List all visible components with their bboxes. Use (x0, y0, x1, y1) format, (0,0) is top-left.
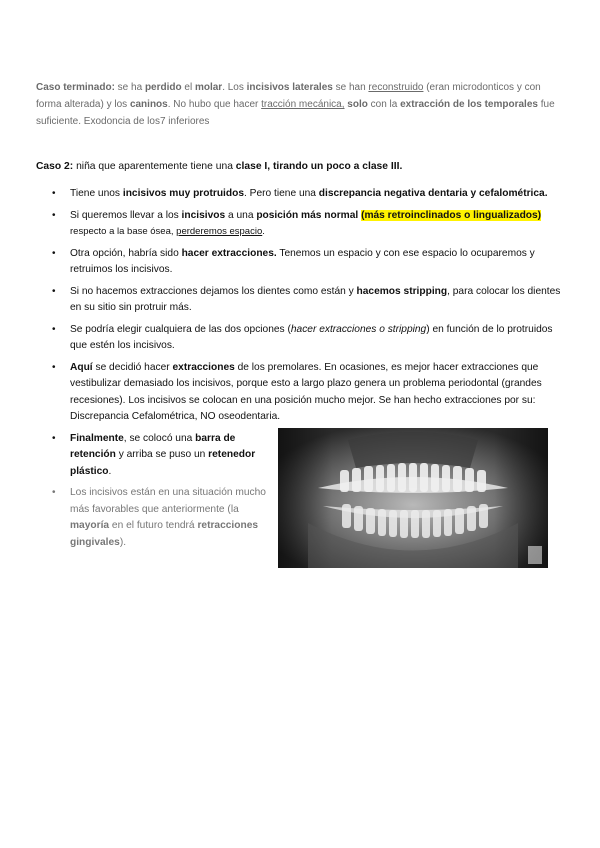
text: posición más normal (256, 209, 359, 221)
text: Aquí (70, 361, 93, 373)
text: Se podría elegir cualquiera de las dos opciones ( (70, 323, 291, 335)
text: respecto a la base ósea, (70, 226, 177, 237)
list-item (50, 485, 275, 551)
panoramic-xray-image (278, 428, 548, 568)
text: tracción mecánica, (261, 99, 345, 110)
text: y arriba se puso un (115, 449, 209, 460)
text: , se colocó una (123, 432, 196, 444)
text: barra de retención (70, 432, 236, 460)
text: . (262, 226, 265, 237)
highlighted-text: (más retroinclinados o lingualizados) (361, 209, 542, 221)
text: (eran microdonticos y con forma alterada) y los (36, 82, 541, 110)
text: reconstruido (368, 82, 424, 93)
text: clase I, tirando un poco a clase III. (235, 161, 403, 172)
text: se han (332, 82, 369, 93)
text: caninos (129, 99, 168, 110)
text: perdido (144, 82, 182, 93)
list-item (50, 322, 570, 355)
list-item (50, 284, 570, 317)
case-2-label: Caso 2: (36, 161, 74, 172)
list-item (50, 431, 275, 481)
case-finished-label: Caso terminado: (36, 82, 115, 93)
text: Otra opción, habría sido (70, 247, 182, 259)
text: . No hubo que hacer (167, 99, 262, 110)
text: retracciones gingivales (70, 520, 259, 548)
text: . (108, 465, 112, 477)
case-2-heading (36, 159, 576, 175)
text: extracción de los temporales (400, 99, 538, 110)
text: el (181, 82, 195, 93)
text: . Los (222, 82, 247, 93)
text: discrepancia negativa dentaria y cefalométrica. (318, 188, 548, 199)
text: en el futuro tendrá (109, 520, 198, 531)
text: retenedor plástico (70, 449, 256, 477)
list-item (50, 246, 570, 279)
text: Si no hacemos extracciones dejamos los dientes como están y (70, 285, 357, 297)
text: . Pero tiene una (244, 188, 319, 199)
text: niña que aparentemente tiene una (73, 161, 236, 172)
text: a una (225, 209, 257, 221)
text: con la (367, 99, 401, 110)
text: , para colocar los dientes en su sitio sin protruir más. (70, 285, 561, 313)
list-item (50, 208, 570, 241)
list-item (50, 186, 570, 203)
text: incisivos laterales (246, 82, 333, 93)
text: hacer extracciones. (181, 247, 277, 259)
text: Tenemos un espacio y con ese espacio lo ocuparemos y retruimos los incisivos. (70, 247, 535, 275)
text: hacemos stripping (356, 285, 448, 297)
text: incisivos muy protruidos (122, 188, 245, 199)
text: ) en función de lo protruidos que estén los incisivos. (70, 323, 553, 351)
text: extracciones (172, 361, 235, 373)
text: mayoría (70, 520, 110, 531)
text: molar (194, 82, 223, 93)
text: ). (119, 536, 127, 548)
text: de los premolares. En ocasiones, es mejor hacer extracciones que vestibulizar demasiado los incisivos, porque esto a largo plazo genera un problema periodontal (grandes recesiones). Los incisivos se colocan en una posición mucho mejor. Se han hecho extracciones por su: Discrepancia Cefalométrica, NO oseodentaria. (70, 361, 542, 422)
text: fue suficiente. Exodoncia de los7 inferiores (36, 99, 555, 127)
text: incisivos (181, 209, 226, 221)
text: hacer extracciones o stripping (290, 323, 427, 335)
list-item (50, 360, 570, 426)
case-finished-paragraph (36, 79, 568, 130)
text: se ha (114, 82, 145, 93)
text: Finalmente (70, 432, 124, 444)
text: solo (347, 99, 368, 110)
text: se decidió hacer (92, 361, 173, 373)
text: Si queremos llevar a los (70, 209, 182, 221)
text: perderemos espacio (176, 226, 263, 237)
text: Los incisivos están en una situación mucho más favorables que anteriormente (la (70, 487, 266, 515)
text: Tiene unos (70, 188, 123, 199)
